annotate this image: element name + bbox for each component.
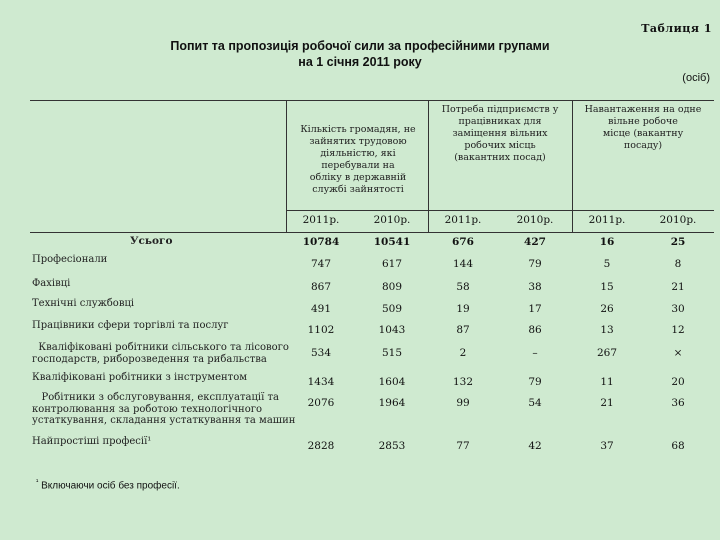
table-cell: 20 — [671, 376, 685, 388]
row-label — [32, 372, 288, 384]
header-line: місце (вакантну — [602, 128, 684, 139]
row-label-line: контролювання за роботою технологічного — [32, 403, 262, 415]
header-line: робочих місць — [464, 140, 536, 151]
header-line: діяльністю, які — [320, 148, 396, 159]
header-line: службі зайнятості — [312, 184, 404, 195]
row-label-line: Фахівці — [32, 278, 71, 289]
table-cell-total: 676 — [452, 236, 474, 248]
row-label — [32, 278, 288, 290]
table-cell: 42 — [528, 440, 542, 452]
header-line: перебували на — [321, 160, 395, 171]
table-number: Таблиця 1 — [641, 22, 712, 35]
table-cell: × — [673, 347, 683, 359]
column-header-col1 — [290, 124, 426, 196]
table-cell: 1964 — [378, 397, 406, 409]
table-cell: 79 — [528, 376, 542, 388]
row-label-line: устаткування, складання устаткування та машин — [32, 415, 296, 426]
header-line: працівниках для — [458, 116, 542, 127]
table-cell: 132 — [452, 376, 474, 388]
year-header: 2010р. — [659, 214, 697, 226]
footnote-mark: ¹ — [36, 479, 39, 486]
table-cell: 534 — [310, 347, 332, 359]
column-header-col2 — [430, 104, 570, 164]
table-cell: 267 — [596, 347, 618, 359]
table-cell: 1604 — [378, 376, 406, 388]
header-line: (вакантних посад) — [454, 152, 546, 163]
table-cell: 79 — [528, 258, 542, 270]
header-line: посаду) — [623, 140, 663, 151]
table-cell: 38 — [528, 281, 542, 293]
row-label — [32, 298, 288, 310]
table-cell: 86 — [528, 324, 542, 336]
table-cell: 77 — [456, 440, 470, 452]
table-cell: 509 — [381, 303, 403, 315]
table-cell: 17 — [528, 303, 542, 315]
year-header: 2011р. — [302, 214, 340, 226]
table-cell: 491 — [310, 303, 332, 315]
table-cell: 68 — [671, 440, 685, 452]
title-line-2: на 1 січня 2011 року — [298, 55, 422, 69]
row-label-line: Найпростіші професії¹ — [32, 436, 152, 447]
table-cell: 747 — [310, 258, 332, 270]
table-cell: 2853 — [378, 440, 406, 452]
table-cell: 36 — [671, 397, 685, 409]
year-header: 2010р. — [373, 214, 411, 226]
header-line: зайнятих трудовою — [309, 136, 407, 147]
table-top-border — [30, 100, 714, 101]
row-label — [32, 436, 288, 448]
title-line-1: Попит та пропозиція робочої сили за професійними групами — [170, 39, 550, 53]
footnote-text: Включаючи осіб без професії. — [41, 480, 180, 492]
row-label — [32, 254, 288, 266]
table-cell: 2 — [459, 347, 467, 359]
table-cell-total: 25 — [670, 236, 686, 248]
table-cell: 867 — [310, 281, 332, 293]
table-cell: 1434 — [307, 376, 335, 388]
year-header: 2011р. — [444, 214, 482, 226]
column-header-col3 — [572, 104, 714, 152]
table-cell: 19 — [456, 303, 470, 315]
table-cell: 1043 — [378, 324, 406, 336]
header-year-border — [286, 210, 714, 211]
table-cell: 37 — [600, 440, 614, 452]
table-cell: 5 — [603, 258, 611, 270]
table-cell: 1102 — [307, 324, 335, 336]
row-label-line: Кваліфіковані робітники сільського та лісового — [32, 342, 289, 353]
table-cell-total: 10784 — [302, 236, 340, 248]
table-cell-total: 16 — [599, 236, 615, 248]
header-line: Потреба підприємств у — [441, 104, 559, 115]
col-border-0 — [286, 100, 287, 232]
row-label-line: Робітники з обслуговування, експлуатації та — [32, 392, 279, 403]
header-line: Навантаження на одне — [584, 104, 702, 115]
row-label-line: Кваліфіковані робітники з інструментом — [32, 372, 248, 383]
row-label-line: Професіонали — [32, 254, 108, 265]
unit-label: (осіб) — [682, 72, 710, 84]
table-cell: 58 — [456, 281, 470, 293]
page-title — [110, 38, 610, 70]
table-cell: 21 — [600, 397, 614, 409]
table-cell: – — [532, 347, 538, 359]
header-line: заміщення вільних — [452, 128, 548, 139]
table-cell: 2076 — [307, 397, 335, 409]
row-label-total: Усього — [130, 235, 173, 247]
table-cell: 30 — [671, 303, 685, 315]
year-header: 2011р. — [588, 214, 626, 226]
row-label-line: господарств, риборозведення та рибальства — [32, 353, 267, 365]
table-cell: 809 — [381, 281, 403, 293]
table-cell: 54 — [528, 397, 542, 409]
col-border-2 — [428, 100, 429, 232]
table-cell: 12 — [671, 324, 685, 336]
table-cell: 11 — [600, 376, 614, 388]
table-cell: 21 — [671, 281, 685, 293]
table-cell: 13 — [600, 324, 614, 336]
header-bottom-border — [30, 232, 714, 233]
table-cell: 8 — [674, 258, 682, 270]
table-cell-total: 427 — [524, 236, 546, 248]
table-cell: 99 — [456, 397, 470, 409]
table-cell: 2828 — [307, 440, 335, 452]
table-cell: 26 — [600, 303, 614, 315]
row-label-line: Технічні службовці — [32, 298, 135, 309]
table-cell: 617 — [381, 258, 403, 270]
header-line: вільне робоче — [608, 116, 678, 127]
table-cell: 515 — [381, 347, 403, 359]
row-label — [32, 342, 288, 365]
year-header: 2010р. — [516, 214, 554, 226]
row-label — [32, 320, 288, 332]
footnote — [36, 479, 180, 491]
table-cell: 87 — [456, 324, 470, 336]
row-label-line: Працівники сфери торгівлі та послуг — [32, 320, 229, 331]
table-cell: 144 — [452, 258, 474, 270]
row-label — [32, 392, 296, 427]
table-cell: 15 — [600, 281, 614, 293]
header-line: Кількість громадян, не — [300, 124, 416, 135]
table-cell-total: 10541 — [373, 236, 411, 248]
header-line: обліку в державній — [309, 172, 407, 183]
